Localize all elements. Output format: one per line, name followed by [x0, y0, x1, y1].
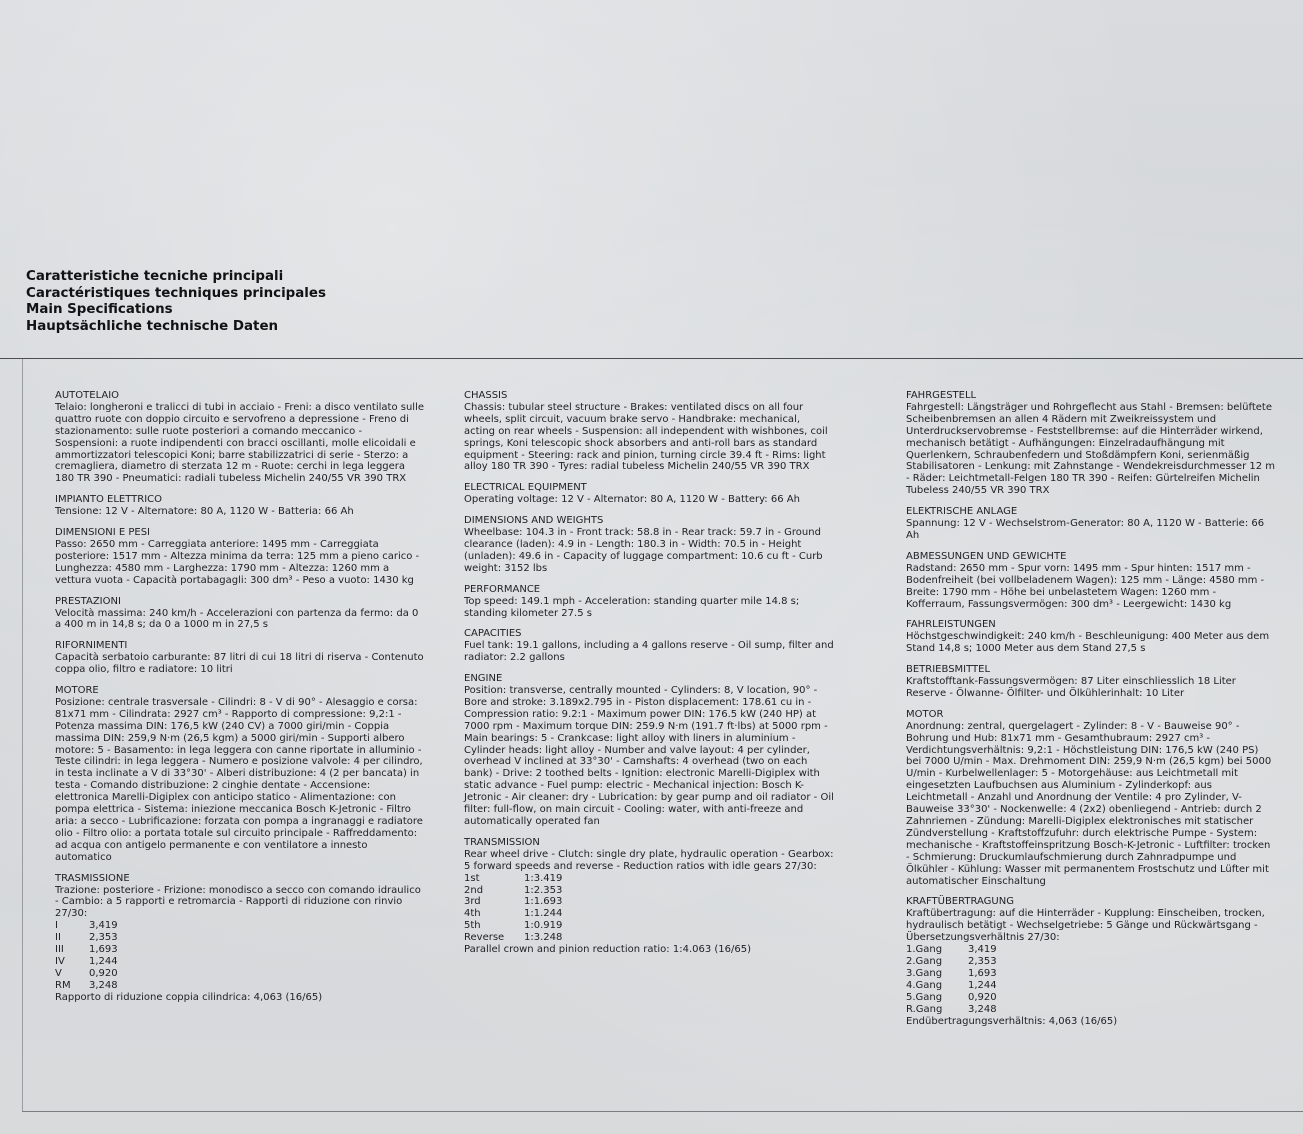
section-fahrgestell — [906, 390, 1276, 497]
gear-row — [906, 956, 1276, 968]
gear-row — [464, 932, 834, 944]
gear-row — [906, 980, 1276, 992]
title-french: Caractéristiques techniques principales — [26, 285, 326, 301]
section-body: Capacità serbatoio carburante: 87 litri di cui 18 litri di riserva - Contenuto coppa olio, filtro e radiatore: 10 litri — [55, 652, 424, 676]
section-heading: KRAFTÜBERTRAGUNG — [906, 896, 1014, 908]
section-body: Rear wheel drive - Clutch: single dry plate, hydraulic operation - Gearbox: 5 forward speeds and reverse - Reduction ratios with idle gears 27/30: — [464, 848, 834, 872]
gear-row — [55, 968, 427, 980]
section-heading: BETRIEBSMITTEL — [906, 664, 991, 676]
section-body: Passo: 2650 mm - Carreggiata anteriore: 1495 mm - Carreggiata posteriore: 1517 mm - Altezza minima da terra: 125 mm a pieno carico - Lunghezza: 4580 mm - Larghezza: 1790 mm - Altezza: 1260 mm a vettura vuota - Capacità portabagagli: 300 dm³ - Peso a vuoto: 1430 kg — [55, 538, 420, 586]
gear-ratio-list — [906, 944, 1276, 1015]
section-heading: PRESTAZIONI — [55, 595, 121, 607]
section-heading: CHASSIS — [464, 390, 508, 401]
title-english: Main Specifications — [26, 302, 173, 317]
section-dimensions-weights — [464, 515, 834, 575]
section-heading: TRASMISSIONE — [55, 872, 130, 884]
section-body: Wheelbase: 104.3 in - Front track: 58.8 in - Rear track: 59.7 in - Ground clearance (laden): 4.9 in - Length: 180.3 in - Width: 70.5 in - Height (unladen): 49.6 in - Capacity of luggage compartment: 10.6 cu ft - Curb weight: 3152 lbs — [464, 527, 823, 574]
gear-row — [464, 920, 834, 932]
gear-ratio: 1:2.353 — [524, 884, 563, 896]
final-drive-ratio: Rapporto di riduzione coppia cilindrica: 4,063 (16/65) — [55, 991, 323, 1003]
gear-row — [906, 992, 1276, 1004]
section-heading: PERFORMANCE — [464, 583, 541, 595]
gear-row — [55, 944, 427, 956]
section-body: Anordnung: zentral, quergelagert - Zylinder: 8 - V - Bauweise 90° - Bohrung und Hub: 81x71 mm - Gesamthubraum: 2927 cm³ - Verdichtungsverhältnis: 9,2:1 - Höchstleistung DIN: 176,5 kW (240 PS) bei 7000 U/min - Max. Drehmoment DIN: 259,9 N·m (26,5 kgm) bei 5000 U/min - Kurbelwellenlager: 5 - Motorgehäuse: aus Leichtmetall mit eingesetzten Laufbuchsen aus Aluminium - Zylinderkopf: aus Leichtmetall - Anzahl und Anordnung der Ventile: 4 pro Zylinder, V-Bauweise 33°30' - Nockenwelle: 4 (2x2) obenliegend - Antrieb: durch 2 Zahnriemen - Zündung: Marelli-Digiplex elektronisches mit statischer Zündverstellung - Kraftstoffzufuhr: durch elektrische Pumpe - System: mechanische - Kraftstoffeinspritzung Bosch-K-Jetronic - Luftfilter: trocken - Schmierung: Druckumlaufschmierung durch Zahnradpumpe und Ölkühler - Kühlung: Wasser mit permanentem Frostschutz und Lüfter mit automatischer Einschaltung — [906, 720, 1272, 887]
gear-ratio: 1,693 — [968, 967, 997, 979]
section-body: Fuel tank: 19.1 gallons, including a 4 gallons reserve - Oil sump, filter and radiator: 2.2 gallons — [464, 640, 834, 664]
section-body: Höchstgeschwindigkeit: 240 km/h - Beschleunigung: 400 Meter aus dem Stand 14,8 s; 1000 Meter aus dem Stand 27,5 s — [906, 631, 1270, 655]
gear-ratio: 1:3.248 — [524, 932, 563, 944]
gear-row — [55, 932, 427, 944]
gear-label: 2.Gang — [906, 955, 943, 967]
gear-ratio: 0,920 — [968, 991, 997, 1003]
section-body: Velocità massima: 240 km/h - Accelerazioni con partenza da fermo: da 0 a 400 m in 14,8 s; da 0 a 1000 m in 27,5 s — [55, 607, 419, 631]
gear-label: 1st — [464, 872, 480, 884]
section-kraftuebertragung — [906, 896, 1276, 1027]
gear-row — [55, 920, 427, 932]
section-body: Chassis: tubular steel structure - Brakes: ventilated discs on all four wheels, split circuit, vacuum brake servo - Handbrake: mechanical, acting on rear wheels - Suspension: all independent with wishbones, coil springs, Koni telescopic shock absorbers and anti-roll bars as standard equipment - Steering: rack and pinion, turning circle 39.4 ft - Rims: light alloy 180 TR 390 - Tyres: radial tubeless Michelin 240/55 VR 390 TRX — [464, 401, 828, 473]
section-chassis — [464, 390, 834, 473]
column-italian — [55, 390, 427, 1013]
section-rifornimenti — [55, 640, 427, 676]
title-italian: Caratteristiche tecniche principali — [26, 269, 284, 284]
gear-label: 1.Gang — [906, 944, 943, 956]
gear-row — [464, 885, 834, 897]
gear-row — [464, 873, 834, 885]
spec-titles — [26, 269, 326, 335]
section-heading: DIMENSIONI E PESI — [55, 527, 150, 539]
section-body: Trazione: posteriore - Frizione: monodisco a secco con comando idraulico - Cambio: a 5 rapporti e retromarcia - Rapporti di riduzione con rinvio 27/30: — [55, 884, 421, 920]
gear-ratio: 1:3.419 — [524, 872, 563, 884]
column-german — [906, 390, 1276, 1036]
section-body: Tensione: 12 V - Alternatore: 80 A, 1120 W - Batteria: 66 Ah — [55, 506, 354, 518]
gear-ratio: 2,353 — [89, 932, 118, 944]
gear-label: RM — [55, 979, 71, 991]
section-impianto-elettrico — [55, 494, 427, 518]
section-heading: ABMESSUNGEN UND GEWICHTE — [906, 550, 1067, 562]
section-heading: AUTOTELAIO — [55, 390, 120, 401]
final-drive-ratio: Endübertragungsverhältnis: 4,063 (16/65) — [906, 1015, 1118, 1027]
section-heading: ELECTRICAL EQUIPMENT — [464, 482, 587, 494]
section-dimensioni-pesi — [55, 527, 427, 587]
gear-ratio: 0,920 — [89, 967, 118, 979]
gear-label: V — [55, 967, 62, 979]
gear-row — [464, 896, 834, 908]
section-heading: MOTOR — [906, 708, 944, 720]
gear-label: 5.Gang — [906, 991, 943, 1003]
section-heading: FAHRGESTELL — [906, 390, 977, 401]
gear-row — [906, 944, 1276, 956]
section-heading: MOTORE — [55, 685, 99, 697]
section-capacities — [464, 628, 834, 664]
gear-row — [906, 968, 1276, 980]
bottom-divider — [22, 1111, 1303, 1112]
gear-row — [464, 908, 834, 920]
gear-label: IV — [55, 955, 65, 967]
section-body: Kraftstofftank-Fassungsvermögen: 87 Liter einschliesslich 18 Liter Reserve - Ölwanne- Ölfilter- und Ölkühlerinhalt: 10 Liter — [906, 676, 1236, 699]
section-elektrische-anlage — [906, 506, 1276, 542]
gear-ratio-list — [55, 920, 427, 991]
gear-ratio: 1:0.919 — [524, 920, 563, 932]
gear-ratio: 3,248 — [968, 1003, 997, 1015]
section-heading: ENGINE — [464, 673, 503, 685]
section-fahrleistungen — [906, 619, 1276, 655]
gear-ratio: 2,353 — [968, 955, 997, 967]
title-german: Hauptsächliche technische Daten — [26, 318, 279, 334]
section-transmission — [464, 837, 834, 956]
section-engine — [464, 673, 834, 828]
gear-label: 5th — [464, 920, 481, 932]
gear-row — [55, 980, 427, 992]
gear-label: I — [55, 920, 58, 932]
final-drive-ratio: Parallel crown and pinion reduction ratio: 1:4.063 (16/65) — [464, 944, 752, 956]
section-heading: TRANSMISSION — [464, 836, 540, 848]
section-body: Radstand: 2650 mm - Spur vorn: 1495 mm - Spur hinten: 1517 mm - Bodenfreiheit (bei vollbeladenem Wagen): 125 mm - Länge: 4580 mm - Breite: 1790 mm - Höhe bei unbelastetem Wagen: 1260 mm - Kofferraum, Fassungsvermögen: 300 dm³ - Leergewicht: 1430 kg — [906, 562, 1265, 610]
section-heading: RIFORNIMENTI — [55, 640, 128, 652]
section-betriebsmittel — [906, 664, 1276, 700]
gear-row — [55, 956, 427, 968]
gear-ratio: 1:1.244 — [524, 908, 563, 920]
gear-ratio: 1:1.693 — [524, 896, 563, 908]
section-body: Telaio: longheroni e tralicci di tubi in acciaio - Freni: a disco ventilato sulle quattro ruote con doppio circuito e servofreno a depressione - Freno di stazionamento: sulle ruote posteriori a comando meccanico - Sospensioni: a ruote indipendenti con bracci oscillanti, molle elicoidali e ammortizzatori telescopici Koni; barre stabilizzatrici di serie - Sterzo: a cremagliera, diametro di sterzata 12 m - Ruote: cerchi in lega leggera 180 TR 390 - Pneumatici: radiali tubeless Michelin 240/55 VR 390 TRX — [55, 401, 425, 485]
gear-label: 3rd — [464, 896, 481, 908]
top-divider — [0, 358, 1303, 359]
gear-row — [906, 1004, 1276, 1016]
section-performance — [464, 584, 834, 620]
gear-label: II — [55, 932, 61, 944]
section-motore — [55, 685, 427, 864]
gear-ratio: 1,244 — [968, 979, 997, 991]
section-body: Operating voltage: 12 V - Alternator: 80 A, 1120 W - Battery: 66 Ah — [464, 494, 800, 506]
gear-label: 4.Gang — [906, 979, 943, 991]
gear-ratio: 3,419 — [968, 944, 997, 956]
section-body: Top speed: 149.1 mph - Acceleration: standing quarter mile 14.8 s; standing kilometer 27.5 s — [464, 595, 800, 619]
section-body: Position: transverse, centrally mounted - Cylinders: 8, V location, 90° - Bore and stroke: 3.189x2.795 in - Piston displacement: 178.61 cu in - Compression ratio: 9.2:1 - Maximum power DIN: 176.5 kW (240 HP) at 7000 rpm - Maximum torque DIN: 259.9 N·m (191.7 ft·lbs) at 5000 rpm - Main bearings: 5 - Crankcase: light alloy with liners in aluminium - Cylinder heads: light alloy - Number and valve layout: 4 per cylinder, overhead V inclined at 33°30' - Camshafts: 4 overhead (two on each bank) - Drive: 2 toothed belts - Ignition: electronic Marelli-Digiplex with static advance - Fuel pump: electric - Mechanical injection: Bosch K-Jetronic - Air cleaner: dry - Lubrication: by gear pump and oil radiator - Oil filter: full-flow, on main circuit - Cooling: water, with anti-freeze and automatically operated fan — [464, 685, 834, 827]
gear-label: R.Gang — [906, 1003, 943, 1015]
section-prestazioni — [55, 596, 427, 632]
gear-label: Reverse — [464, 932, 505, 944]
section-heading: IMPIANTO ELETTRICO — [55, 494, 163, 506]
gear-ratio: 3,248 — [89, 979, 118, 991]
gear-label: 2nd — [464, 884, 484, 896]
section-body: Posizione: centrale trasversale - Cilindri: 8 - V di 90° - Alesaggio e corsa: 81x71 mm - Cilindrata: 2927 cm³ - Rapporto di compressione: 9,2:1 - Potenza massima DIN: 176,5 kW (240 CV) a 7000 giri/min - Coppia massima DIN: 259,9 N·m (26,5 kgm) a 5000 giri/min - Supporti albero motore: 5 - Basamento: in lega leggera con canne riportate in alluminio - Teste cilindri: in lega leggera - Numero e posizione valvole: 4 per cilindro, in testa inclinate a V di 33°30' - Alberi distribuzione: 4 (2 per bancata) in testa - Comando distribuzione: 2 cinghie dentate - Accensione: elettronica Marelli-Digiplex con anticipo statico - Alimentazione: con pompa elettrica - Sistema: iniezione meccanica Bosch K-Jetronic - Filtro aria: a secco - Lubrificazione: forzata con pompa a ingranaggi e radiatore olio - Filtro olio: a portata totale sul circuito principale - Raffreddamento: ad acqua con antigelo permanente e con ventilatore a innesto automatico — [55, 696, 423, 863]
section-abmessungen-gewichte — [906, 551, 1276, 611]
section-electrical-equipment — [464, 482, 834, 506]
section-motor — [906, 709, 1276, 888]
gear-ratio: 1,693 — [89, 944, 118, 956]
section-body: Fahrgestell: Längsträger und Rohrgeflecht aus Stahl - Bremsen: belüftete Scheibenbremsen an allen 4 Rädern mit Zweikreissystem und Unterdruckservobremse - Feststellbremse: auf die Hinterräder wirkend, mechanisch betätigt - Aufhängungen: Einzelradaufhängung mit Querlenkern, Schraubenfedern und Stoßdämpfern Koni, serienmäßig Stabilisatoren - Lenkung: mit Zahnstange - Wendekreisdurchmesser 12 m - Räder: Leichtmetall-Felgen 180 TR 390 - Reifen: Gürtelreifen Michelin Tubeless 240/55 VR 390 TRX — [906, 401, 1276, 497]
section-body: Spannung: 12 V - Wechselstrom-Generator: 80 A, 1120 W - Batterie: 66 Ah — [906, 518, 1265, 541]
section-heading: ELEKTRISCHE ANLAGE — [906, 506, 1018, 518]
section-heading: CAPACITIES — [464, 628, 522, 640]
gear-ratio-list — [464, 873, 834, 944]
gear-label: III — [55, 944, 64, 956]
section-autotelaio — [55, 390, 427, 485]
gear-ratio: 1,244 — [89, 955, 118, 967]
section-heading: DIMENSIONS AND WEIGHTS — [464, 515, 604, 527]
column-english — [464, 390, 834, 965]
section-heading: FAHRLEISTUNGEN — [906, 619, 996, 631]
gear-ratio: 3,419 — [89, 920, 118, 932]
section-body: Kraftübertragung: auf die Hinterräder - Kupplung: Einscheiben, trocken, hydraulisch betätigt - Wechselgetriebe: 5 Gänge und Rückwärtsgang - Übersetzungsverhältnis 27/30: — [906, 908, 1265, 944]
left-divider — [22, 359, 23, 1111]
section-trasmissione — [55, 873, 427, 1004]
gear-label: 3.Gang — [906, 967, 943, 979]
gear-label: 4th — [464, 908, 481, 920]
